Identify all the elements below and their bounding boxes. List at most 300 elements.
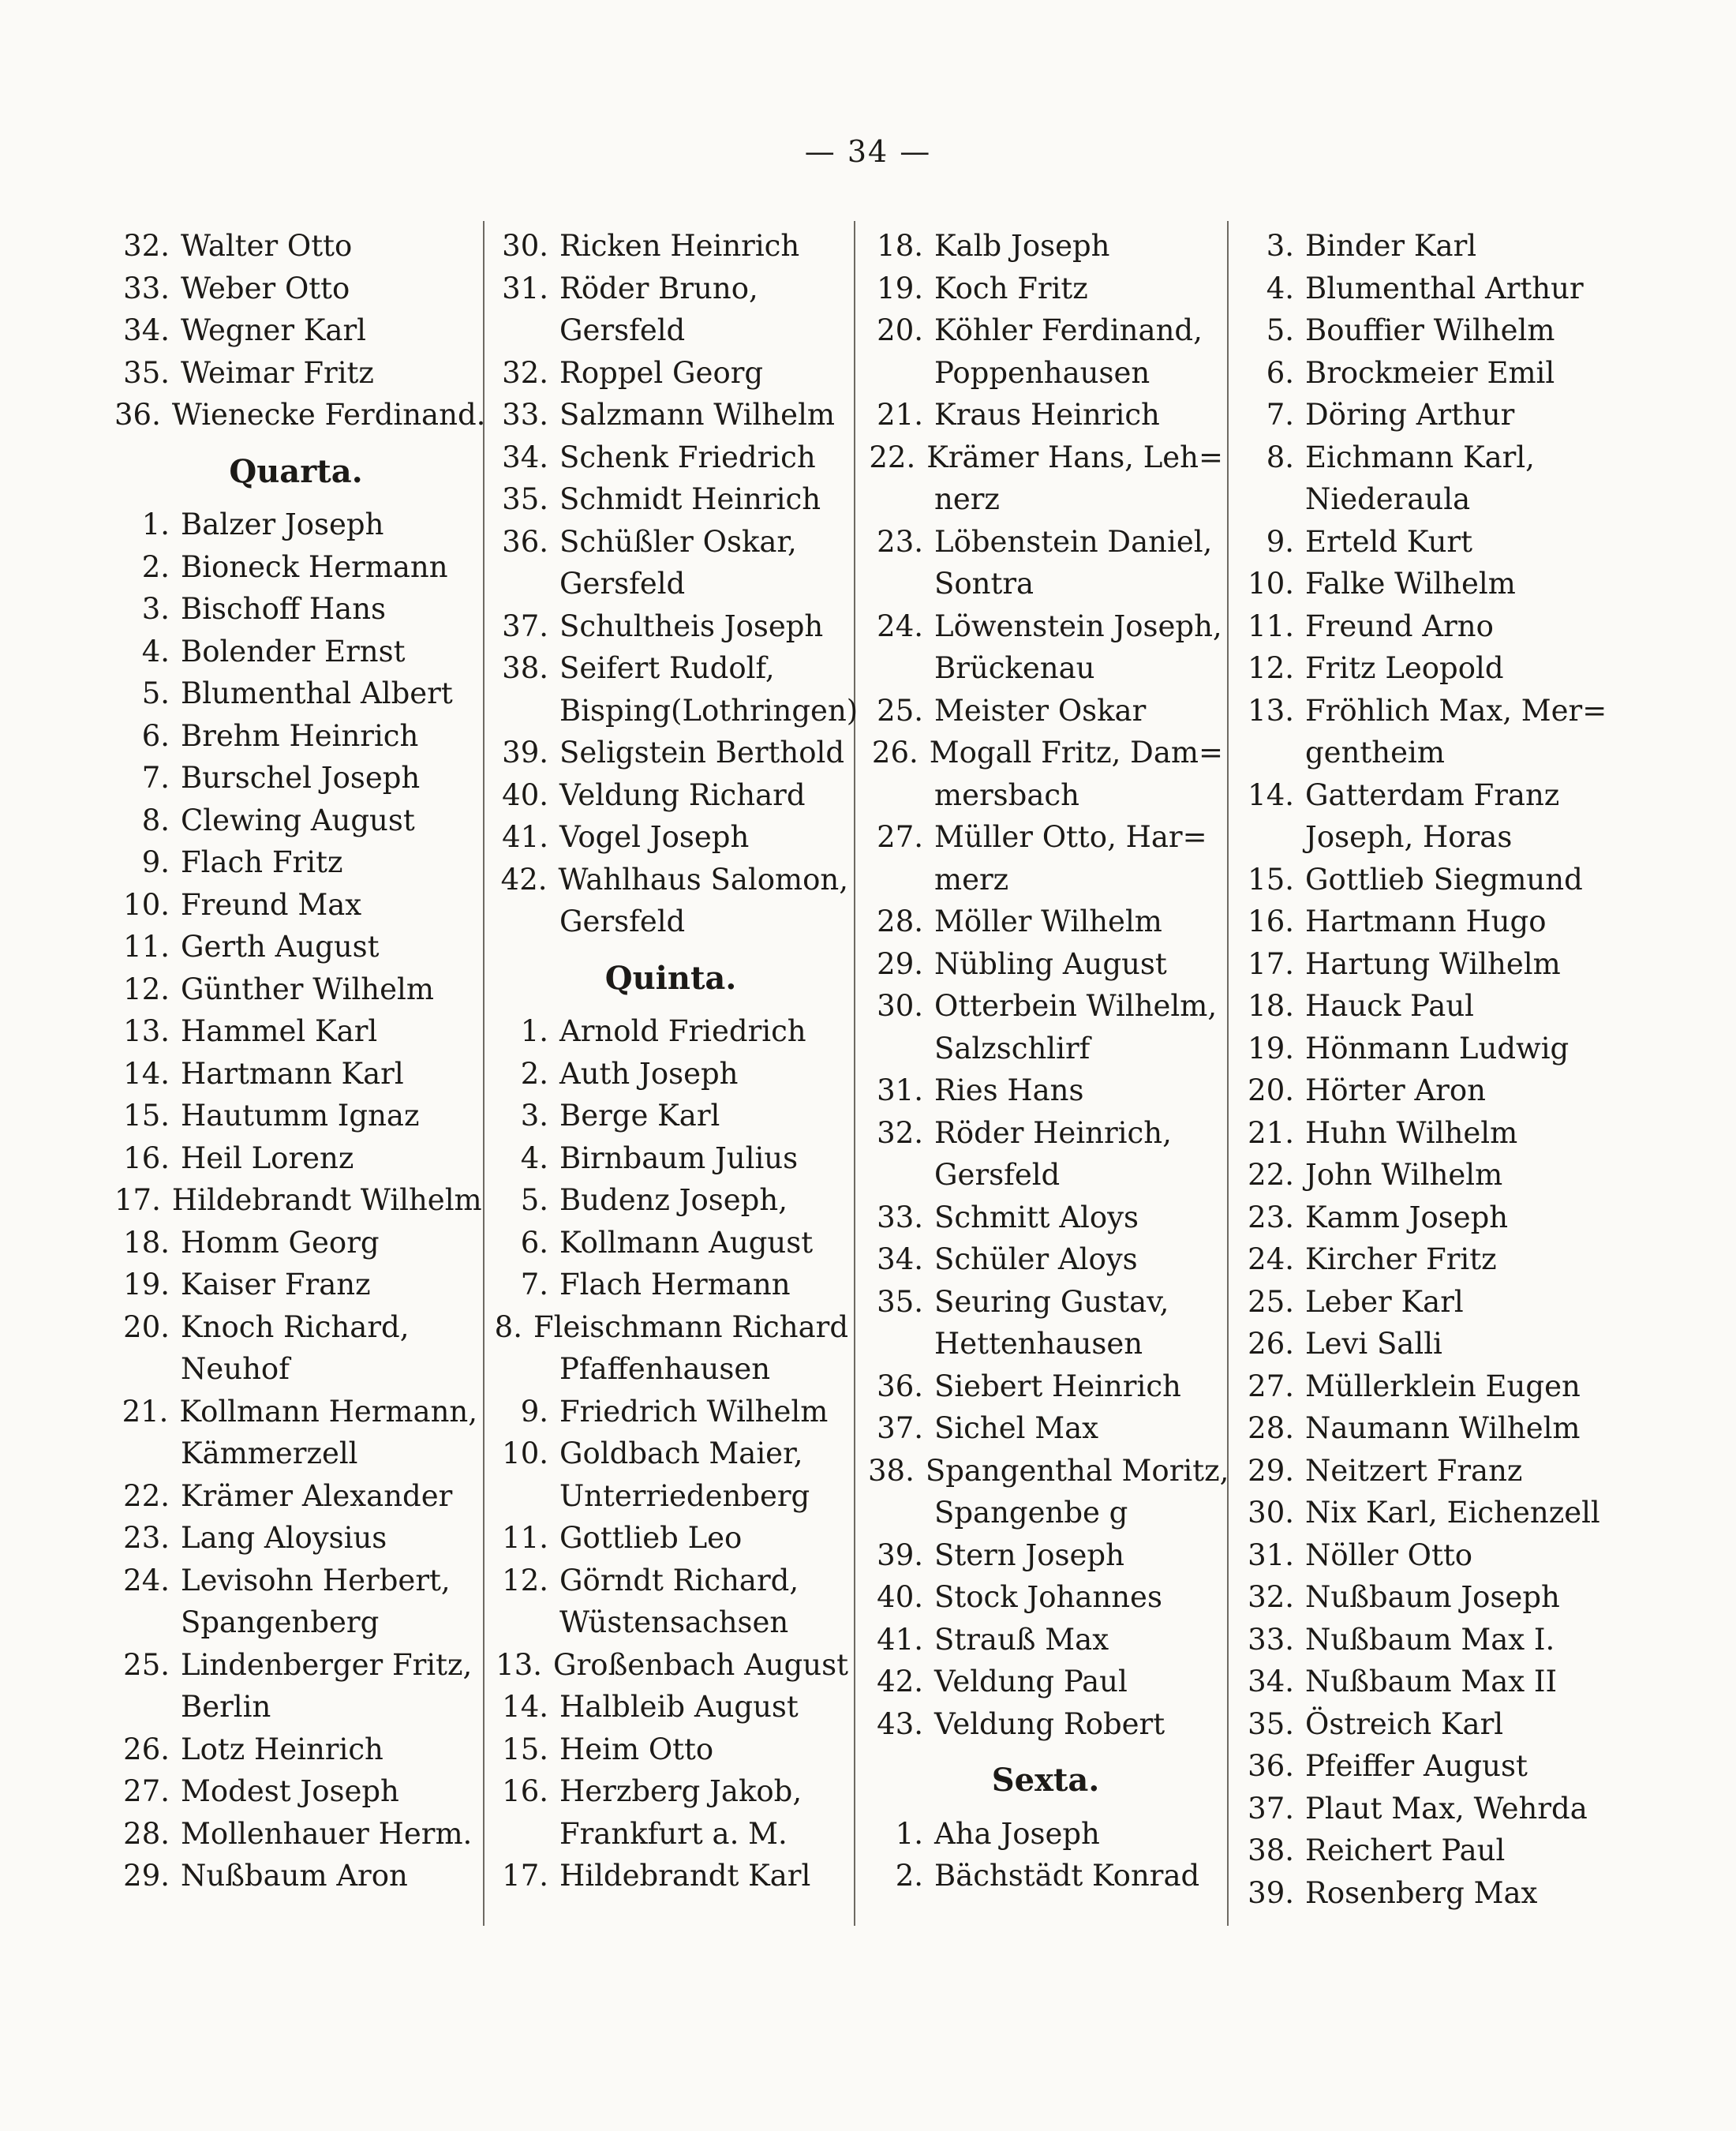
item-number: 18. (123, 1225, 170, 1260)
list-item (493, 1391, 848, 1433)
column-1 (114, 225, 486, 1897)
list-item (493, 1095, 848, 1137)
list-item (868, 901, 1223, 943)
class-heading: Quarta. (229, 452, 363, 490)
student-name: Nußbaum Joseph (1305, 1580, 1560, 1614)
student-name: John Wilhelm (1305, 1158, 1503, 1192)
student-name: Roppel Georg (559, 355, 764, 390)
list-item (114, 1010, 477, 1053)
item-number: 39. (877, 1537, 923, 1572)
list-item (114, 1264, 477, 1306)
list-item (868, 1069, 1223, 1112)
item-number: 36. (114, 398, 161, 432)
student-name: Lang Aloysius (181, 1521, 387, 1555)
list-item (1239, 859, 1610, 901)
list-item (493, 816, 848, 859)
item-number: 23. (877, 524, 923, 559)
item-number: 37. (1248, 1791, 1294, 1826)
student-name: Salzschlirf (934, 1031, 1091, 1066)
item-number: 35. (502, 482, 548, 516)
item-number: 18. (1248, 989, 1294, 1023)
student-name: Balzer Joseph (181, 507, 384, 541)
list-item (114, 715, 477, 758)
item-number: 42. (877, 1665, 923, 1698)
student-name: Unterriedenberg (559, 1478, 810, 1513)
list-item (868, 690, 1223, 732)
student-name: Flach Hermann (559, 1268, 791, 1301)
student-name: Heil Lorenz (181, 1140, 354, 1175)
list-item (868, 1407, 1223, 1450)
list-item (1239, 1112, 1610, 1155)
student-name: Frankfurt a. M. (559, 1816, 788, 1851)
student-name: Röder Heinrich, (934, 1115, 1172, 1150)
student-name: Döring Arthur (1305, 398, 1515, 432)
item-number: 3. (141, 592, 170, 626)
item-number: 37. (502, 609, 548, 643)
item-number: 31. (877, 1073, 923, 1107)
list-item (493, 1179, 848, 1222)
student-name: Östreich Karl (1305, 1706, 1504, 1741)
list-item (114, 394, 486, 436)
student-name: Mollenhauer Herm. (181, 1816, 473, 1851)
list-item (493, 859, 848, 901)
item-number: 5. (520, 1183, 548, 1217)
column-divider (1227, 221, 1229, 1926)
list-item (493, 1010, 848, 1053)
item-number: 27. (877, 820, 923, 854)
student-name: Vogel Joseph (559, 820, 750, 854)
student-name: Brockmeier Emil (1305, 355, 1555, 390)
student-name: Bächstädt Konrad (934, 1859, 1200, 1893)
item-number: 6. (141, 718, 170, 753)
item-number: 13. (123, 1014, 170, 1048)
item-number: 9. (520, 1394, 548, 1429)
item-number: 9. (1266, 524, 1294, 559)
item-number: 14. (1248, 777, 1294, 812)
item-number: 2. (141, 549, 170, 584)
item-number: 21. (877, 398, 923, 432)
list-item (493, 1433, 848, 1475)
student-name: Schenk Friedrich (559, 440, 816, 474)
item-number: 30. (1248, 1496, 1294, 1530)
student-name: Kalb Joseph (934, 229, 1110, 263)
list-item (114, 225, 477, 268)
student-name: Erteld Kurt (1305, 524, 1472, 559)
list-item (1239, 1576, 1610, 1619)
list-item (868, 1703, 1223, 1746)
item-number: 22. (123, 1478, 170, 1513)
student-name: Koch Fritz (934, 271, 1088, 305)
student-name: Hautumm Ignaz (181, 1099, 420, 1133)
list-item (114, 1855, 477, 1897)
student-name: Flach Fritz (181, 845, 343, 879)
list-item (114, 1475, 477, 1518)
list-item (868, 521, 1223, 564)
list-item-continuation (868, 859, 1223, 901)
student-name: Knoch Richard, (181, 1309, 410, 1344)
list-item (493, 478, 848, 521)
item-number: 22. (1248, 1158, 1294, 1192)
list-item-continuation (868, 647, 1223, 690)
list-item (1239, 1154, 1610, 1197)
list-item (1239, 774, 1610, 817)
student-name: Fleischmann Richard (533, 1309, 848, 1344)
list-item-continuation (493, 1601, 848, 1644)
item-number: 17. (114, 1183, 161, 1217)
list-item-continuation (1239, 478, 1610, 521)
item-number: 20. (1248, 1073, 1294, 1107)
list-item-continuation (868, 352, 1223, 395)
list-item (114, 631, 477, 673)
student-name: Halbleib August (559, 1690, 799, 1724)
student-name: nerz (934, 482, 1000, 516)
student-name: Hildebrandt Karl (559, 1859, 811, 1893)
item-number: 20. (877, 313, 923, 347)
item-number: 23. (123, 1521, 170, 1555)
list-item (114, 1560, 477, 1602)
student-name: Röder Bruno, (559, 271, 758, 305)
list-item (493, 1644, 848, 1687)
list-item-continuation (1239, 732, 1610, 774)
list-item (1239, 1028, 1610, 1070)
student-name: Leber Karl (1305, 1284, 1464, 1319)
list-item (114, 1137, 477, 1180)
student-name: Lindenberger Fritz, (181, 1647, 473, 1682)
list-item-continuation (114, 1686, 477, 1728)
student-name: Kraus Heinrich (934, 398, 1160, 432)
item-number: 15. (502, 1732, 548, 1766)
list-item (493, 732, 848, 774)
list-item (868, 1238, 1223, 1281)
student-name: Plaut Max, Wehrda (1305, 1791, 1588, 1826)
student-name: Großenbach August (553, 1647, 848, 1682)
item-number: 15. (123, 1099, 170, 1133)
list-item (114, 841, 477, 884)
item-number: 24. (1248, 1242, 1294, 1276)
student-name: Kamm Joseph (1305, 1200, 1509, 1234)
list-item (493, 1560, 848, 1602)
student-name: Veldung Robert (934, 1706, 1165, 1741)
column-2 (493, 225, 859, 1897)
list-item (1239, 1788, 1610, 1830)
list-item (114, 1813, 477, 1856)
student-name: Nußbaum Aron (181, 1859, 408, 1893)
item-number: 10. (502, 1436, 548, 1470)
item-number: 19. (123, 1268, 170, 1301)
list-item (868, 1365, 1223, 1408)
student-name: Seuring Gustav, (934, 1284, 1169, 1319)
item-number: 5. (1266, 313, 1294, 347)
list-item (1239, 521, 1610, 564)
item-number: 34. (502, 440, 548, 474)
list-item (1239, 1281, 1610, 1324)
student-name: Ricken Heinrich (559, 229, 800, 263)
list-item (868, 1197, 1223, 1239)
item-number: 25. (123, 1647, 170, 1682)
column-divider (854, 221, 855, 1926)
student-name: Hönmann Ludwig (1305, 1031, 1570, 1066)
student-name: Köhler Ferdinand, (934, 313, 1203, 347)
item-number: 38. (502, 651, 548, 685)
item-number: 8. (494, 1309, 522, 1344)
class-heading: Quinta. (604, 959, 737, 997)
student-name: Salzmann Wilhelm (559, 398, 835, 432)
student-name: Seligstein Berthold (559, 736, 845, 770)
column-3 (868, 225, 1229, 1897)
student-name: Joseph, Horas (1305, 820, 1513, 854)
item-number: 1. (520, 1014, 548, 1048)
list-item (1239, 647, 1610, 690)
list-item (868, 985, 1223, 1028)
item-number: 26. (123, 1732, 170, 1766)
list-item (114, 800, 477, 842)
page-number: — 34 — (804, 134, 932, 169)
student-name: Birnbaum Julius (559, 1140, 799, 1175)
list-item (493, 1686, 848, 1728)
student-name: Kircher Fritz (1305, 1242, 1497, 1276)
student-name: Schüler Aloys (934, 1242, 1138, 1276)
item-number: 35. (123, 355, 170, 390)
list-item (868, 1534, 1223, 1577)
student-name: Gersfeld (559, 904, 686, 938)
student-name: Nübling August (934, 946, 1167, 981)
list-item (114, 504, 477, 546)
list-item (1239, 563, 1610, 605)
item-number: 7. (520, 1268, 548, 1301)
student-name: Berge Karl (559, 1099, 720, 1133)
student-name: Gottlieb Siegmund (1305, 862, 1583, 897)
student-name: Nix Karl, Eichenzell (1305, 1496, 1600, 1530)
item-number: 32. (1248, 1580, 1294, 1614)
item-number: 24. (123, 1563, 170, 1597)
student-name: Müllerklein Eugen (1305, 1369, 1581, 1403)
student-name: Burschel Joseph (181, 761, 421, 795)
student-name: Lotz Heinrich (181, 1732, 383, 1766)
item-number: 33. (1248, 1622, 1294, 1657)
item-number: 23. (1248, 1200, 1294, 1234)
item-number: 40. (502, 777, 548, 812)
student-name: Brückenau (934, 651, 1095, 685)
item-number: 36. (1248, 1749, 1294, 1783)
item-number: 4. (141, 634, 170, 669)
item-number: 32. (877, 1115, 923, 1150)
list-item (114, 1644, 477, 1687)
student-name: Bioneck Hermann (181, 549, 448, 584)
item-number: 8. (141, 803, 170, 837)
list-item (114, 1728, 477, 1771)
student-name: Günther Wilhelm (181, 972, 434, 1006)
student-name: Herzberg Jakob, (559, 1774, 803, 1808)
student-name: Schultheis Joseph (559, 609, 824, 643)
list-item (868, 1661, 1223, 1703)
list-item (868, 943, 1223, 986)
list-item (493, 1137, 848, 1180)
list-item (868, 1576, 1223, 1619)
item-number: 32. (123, 229, 170, 263)
list-item (1239, 1872, 1610, 1915)
list-item (493, 1222, 848, 1264)
student-name: Reichert Paul (1305, 1833, 1506, 1867)
item-number: 9. (141, 845, 170, 879)
student-name: Hartmann Hugo (1305, 904, 1547, 938)
list-item (868, 732, 1223, 774)
item-number: 19. (1248, 1031, 1294, 1066)
list-item (1239, 394, 1610, 436)
student-name: Hauck Paul (1305, 989, 1475, 1023)
item-number: 5. (141, 676, 170, 710)
student-name: Gottlieb Leo (559, 1521, 743, 1555)
item-number: 41. (877, 1622, 923, 1657)
item-number: 18. (877, 229, 923, 263)
item-number: 19. (877, 271, 923, 305)
student-name: Veldung Paul (934, 1665, 1128, 1698)
student-name: Wegner Karl (181, 313, 366, 347)
item-number: 27. (1248, 1369, 1294, 1403)
list-item (114, 926, 477, 968)
list-item (493, 1517, 848, 1560)
student-name: Gersfeld (934, 1158, 1061, 1192)
student-name: Arnold Friedrich (559, 1014, 806, 1048)
student-name: Huhn Wilhelm (1305, 1115, 1518, 1150)
list-item (1239, 1323, 1610, 1365)
item-number: 13. (1248, 693, 1294, 728)
student-name: Schmitt Aloys (934, 1200, 1139, 1234)
list-item (114, 309, 477, 352)
student-name: Bouffier Wilhelm (1305, 313, 1555, 347)
list-item (868, 1450, 1229, 1492)
item-number: 16. (1248, 904, 1294, 938)
student-name: Freund Max (181, 887, 362, 922)
student-name: Weber Otto (181, 271, 350, 305)
student-name: Levisohn Herbert, (181, 1563, 451, 1597)
column-divider (483, 221, 485, 1926)
item-number: 17. (1248, 946, 1294, 981)
student-name: Falke Wilhelm (1305, 567, 1516, 601)
student-name: Blumenthal Albert (181, 676, 453, 710)
student-name: Hildebrandt Wilhelm (171, 1183, 482, 1217)
student-name: Görndt Richard, (559, 1563, 799, 1597)
item-number: 30. (877, 989, 923, 1023)
list-item (1239, 1619, 1610, 1661)
student-name: Nöller Otto (1305, 1537, 1473, 1572)
item-number: 1. (895, 1816, 923, 1851)
item-number: 22. (869, 440, 916, 474)
list-item (868, 268, 1223, 310)
item-number: 12. (502, 1563, 548, 1597)
student-name: Hammel Karl (181, 1014, 378, 1048)
item-number: 36. (877, 1369, 923, 1403)
student-name: Hartmann Karl (181, 1056, 404, 1091)
item-number: 16. (502, 1774, 548, 1808)
student-name: Brehm Heinrich (181, 718, 419, 753)
item-number: 14. (123, 1056, 170, 1091)
student-name: Kollmann August (559, 1225, 814, 1260)
list-item-continuation (1239, 816, 1610, 859)
student-name: Schmidt Heinrich (559, 482, 821, 516)
list-item (1239, 1830, 1610, 1872)
list-item (114, 546, 477, 589)
student-name: Sontra (934, 567, 1034, 601)
list-item-continuation (114, 1348, 477, 1391)
item-number: 24. (877, 609, 923, 643)
list-item (114, 268, 477, 310)
list-item (1239, 1238, 1610, 1281)
list-item (1239, 225, 1610, 268)
list-item (493, 774, 848, 817)
list-item (868, 225, 1223, 268)
student-name: Clewing August (181, 803, 415, 837)
student-name: Spangenberg (181, 1605, 380, 1639)
item-number: 8. (1266, 440, 1294, 474)
list-item (493, 521, 848, 564)
item-number: 39. (1248, 1875, 1294, 1910)
student-name: Spangenbe g (934, 1496, 1128, 1530)
item-number: 2. (895, 1859, 923, 1893)
item-number: 16. (123, 1140, 170, 1175)
item-number: 4. (520, 1140, 548, 1175)
student-name: Modest Joseph (181, 1774, 399, 1808)
list-item (868, 394, 1223, 436)
student-name: merz (934, 862, 1009, 897)
item-number: 12. (1248, 651, 1294, 685)
student-name: Möller Wilhelm (934, 904, 1162, 938)
item-number: 14. (502, 1690, 548, 1724)
list-item-continuation (493, 901, 848, 943)
item-number: 31. (1248, 1537, 1294, 1572)
list-item-continuation (868, 1154, 1223, 1197)
list-item (493, 225, 848, 268)
item-number: 25. (1248, 1284, 1294, 1319)
student-name: Nußbaum Max I. (1305, 1622, 1555, 1657)
list-item (114, 1391, 477, 1433)
list-item-continuation (493, 1813, 848, 1856)
student-name: Kaiser Franz (181, 1268, 371, 1301)
list-item-continuation (868, 1323, 1223, 1365)
item-number: 11. (1248, 609, 1294, 643)
student-name: Mogall Fritz, Dam= (929, 736, 1223, 770)
student-name: Binder Karl (1305, 229, 1477, 263)
list-item (1239, 309, 1610, 352)
list-item (868, 1112, 1223, 1155)
item-number: 1. (141, 507, 170, 541)
list-item-continuation (868, 774, 1223, 817)
item-number: 10. (1248, 567, 1294, 601)
student-name: Poppenhausen (934, 355, 1150, 390)
list-item (1239, 1534, 1610, 1577)
item-number: 37. (877, 1411, 923, 1445)
column-4 (1239, 225, 1610, 1914)
item-number: 29. (1248, 1453, 1294, 1488)
list-item (493, 268, 848, 310)
list-item (1239, 690, 1610, 732)
student-name: Kollmann Hermann, (179, 1394, 477, 1429)
item-number: 17. (502, 1859, 548, 1893)
student-name: Stock Johannes (934, 1580, 1162, 1614)
list-item (114, 672, 477, 715)
list-item (493, 605, 848, 648)
student-name: Neuhof (181, 1352, 290, 1386)
student-name: Blumenthal Arthur (1305, 271, 1584, 305)
list-item (1239, 605, 1610, 648)
item-number: 38. (868, 1453, 915, 1488)
list-item (114, 1095, 477, 1137)
student-name: Friedrich Wilhelm (559, 1394, 829, 1429)
list-item (493, 1855, 848, 1897)
list-item (868, 309, 1223, 352)
list-item (1239, 352, 1610, 395)
student-name: Kämmerzell (181, 1436, 358, 1470)
student-name: Neitzert Franz (1305, 1453, 1523, 1488)
